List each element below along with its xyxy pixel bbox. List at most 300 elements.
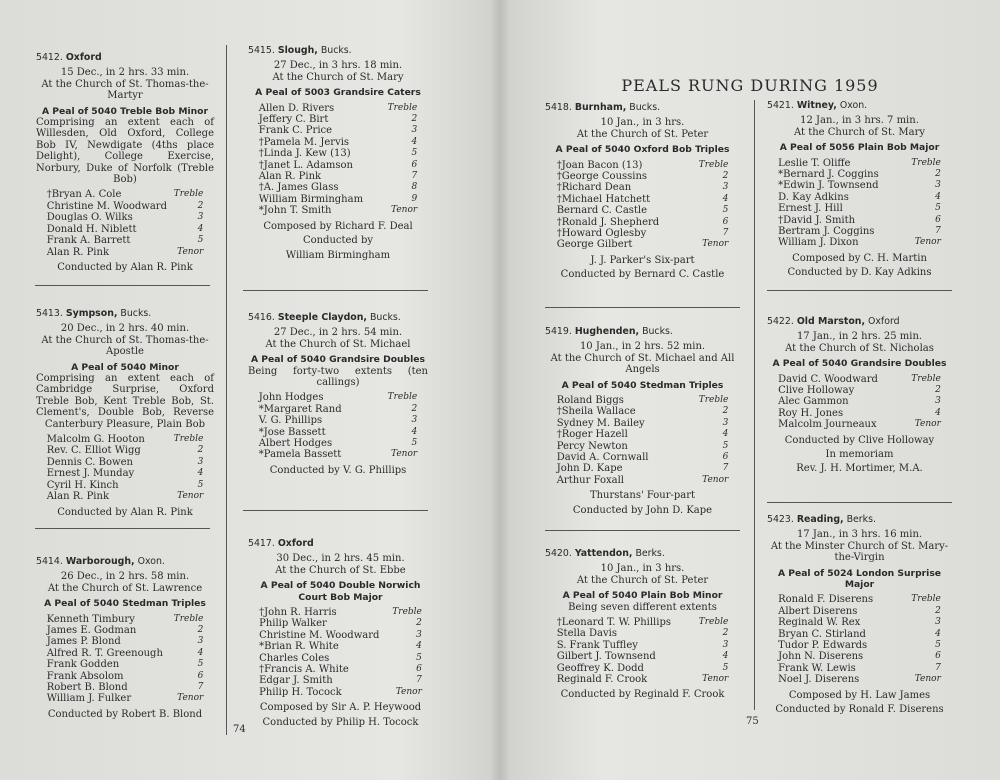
ringer-row: [557, 463, 729, 474]
ringer-row: [47, 693, 204, 704]
peal-footer-line: Thurstans' Four-part: [589, 490, 696, 502]
peal-number: 5420.: [545, 548, 572, 559]
peal-footer-line: J. J. Parker's Six-part: [590, 254, 695, 266]
ringer-name: Frank Absolom: [46, 670, 124, 682]
peal-county: Berks.: [635, 548, 665, 559]
peal-footer-line: Conducted by Bernard C. Castle: [560, 269, 725, 281]
ringer-row: [259, 148, 417, 159]
peal-church: At the Church of St. Thomas-the-Apostle: [41, 334, 209, 358]
ringer-row: [778, 158, 941, 169]
ringer-row: [47, 682, 204, 693]
ringer-name: James P. Blond: [46, 636, 121, 648]
ringer-bell: 2: [197, 200, 204, 211]
ringer-name: Bryan C. Stirland: [778, 628, 866, 640]
ringer-name: Philip Walker: [259, 618, 327, 630]
ringer-name: †Richard Dean: [556, 182, 632, 194]
peal-place: Steeple Claydon,: [277, 312, 367, 323]
ringer-bell: 5: [197, 659, 204, 670]
peal-number: 5415.: [248, 45, 275, 56]
ringer-bell: 5: [722, 662, 729, 673]
ringer-row: [47, 247, 204, 258]
ringer-row: [778, 419, 941, 430]
peal-place: Hughenden,: [574, 326, 640, 337]
ringer-row: [259, 137, 417, 148]
peal-footer-line: William Birmingham: [285, 249, 391, 261]
peal-number: 5412.: [36, 52, 63, 63]
ringer-row: [778, 663, 941, 674]
ringer-bell: Treble: [911, 373, 941, 384]
ringer-row: [259, 194, 417, 205]
peal-county: Bucks.: [320, 45, 352, 56]
ringer-name: †George Coussins: [556, 171, 648, 183]
ringer-row: [47, 457, 204, 468]
ringer-row: [778, 169, 941, 180]
ringer-name: Clive Holloway: [778, 385, 855, 397]
peal-heading: [36, 52, 214, 63]
peal-number: 5414.: [36, 556, 63, 567]
ringer-bell: 6: [935, 214, 941, 225]
ringer-row: [259, 392, 417, 403]
peal-date: 15 Dec., in 2 hrs. 33 min.: [60, 67, 190, 79]
ringer-row: [557, 239, 729, 250]
ringer-bell: 3: [411, 125, 418, 136]
ringer-bell: Tenor: [914, 237, 941, 248]
peal-date: 26 Dec., in 2 hrs. 58 min.: [60, 571, 190, 583]
column-rule-left: [226, 45, 227, 735]
ringer-list: [557, 160, 729, 251]
ringer-name: *John T. Smith: [258, 205, 332, 217]
ringer-bell: Tenor: [391, 449, 418, 460]
ringer-name: Ronald F. Diserens: [778, 594, 874, 606]
ringer-name: †A. James Glass: [258, 182, 339, 194]
peal-title: A Peal of 5040 Oxford Bob Triples: [555, 144, 730, 156]
peal-title: A Peal of 5040 Plain Bob Minor: [562, 590, 723, 602]
ringer-name: †John R. Harris: [259, 607, 337, 619]
peal-heading: [545, 102, 740, 113]
ringer-row: [47, 625, 204, 636]
ringer-bell: 5: [935, 203, 941, 214]
ringer-name: Sydney M. Bailey: [556, 417, 645, 429]
page-number-left: 74: [233, 724, 246, 735]
ringer-bell: 7: [416, 675, 422, 686]
ringer-name: †Linda J. Kew (13): [258, 148, 351, 160]
ringer-bell: 4: [411, 426, 418, 437]
peal-footer-line: Composed by H. Law James: [788, 689, 931, 701]
peal-description: Comprising an extent each of Cambridge Surprise, Oxford Treble Bob, Kent Treble Bob, St. Clement's, Double Bob, Reverse Canterbury Pleasure, Plain Bob: [36, 373, 214, 430]
peal-number: 5417.: [248, 538, 275, 549]
ringer-bell: Treble: [387, 102, 418, 113]
peal-footer-line: Conducted by Philip H. Tocock: [262, 716, 419, 728]
ringer-name: David C. Woodward: [778, 373, 878, 385]
ringer-bell: 5: [411, 438, 418, 449]
ringer-row: [557, 640, 729, 651]
peal-church: At the Church of St. Ebbe: [275, 564, 406, 576]
peal-title: A Peal of 5040 Stedman Triples: [44, 598, 206, 610]
ringer-bell: Tenor: [702, 239, 729, 250]
peal-date: 27 Dec., in 3 hrs. 18 min.: [273, 60, 403, 72]
ringer-name: Edgar J. Smith: [259, 675, 333, 687]
ringer-bell: 5: [416, 652, 422, 663]
ringer-bell: 2: [722, 171, 729, 182]
peal-county: Berks.: [846, 514, 876, 525]
ringer-name: Arthur Foxall: [556, 474, 624, 486]
ringer-name: *Edwin J. Townsend: [778, 180, 879, 192]
peal-heading: [545, 326, 740, 337]
ringer-bell: 4: [722, 429, 729, 440]
ringer-row: [259, 114, 417, 125]
ringer-name: Noel J. Diserens: [778, 674, 860, 686]
ringer-row: [557, 171, 729, 182]
ringer-name: Ernest J. Hill: [778, 203, 843, 215]
ringer-row: [47, 648, 204, 659]
peal-place: Warborough,: [65, 556, 135, 567]
ringer-row: [557, 194, 729, 205]
peal-entry: [248, 45, 428, 261]
ringer-list: [259, 392, 417, 460]
ringer-name: Ernest J. Munday: [46, 468, 135, 480]
ringer-name: Albert Diserens: [778, 605, 858, 617]
ringer-row: [778, 203, 941, 214]
ringer-bell: 6: [935, 651, 941, 662]
peal-number: 5422.: [767, 316, 794, 327]
ringer-name: Charles Coles: [259, 652, 330, 664]
ringer-bell: Treble: [387, 392, 418, 403]
peal-title: A Peal of 5056 Plain Bob Major: [779, 142, 940, 154]
ringer-bell: 7: [722, 228, 729, 239]
peal-church: At the Church of St. Mary: [793, 126, 926, 138]
ringer-list: [259, 607, 422, 698]
ringer-name: D. Kay Adkins: [778, 191, 849, 203]
ringer-name: Malcolm Journeaux: [778, 419, 877, 431]
ringer-row: [778, 640, 941, 651]
ringer-row: [557, 228, 729, 239]
peal-title: A Peal of 5040 Double Norwich Court Bob Major: [260, 580, 421, 603]
ringer-row: [47, 434, 204, 445]
ringer-row: [259, 630, 422, 641]
ringer-bell: Tenor: [391, 205, 418, 216]
ringer-row: [47, 224, 204, 235]
ringer-bell: Tenor: [914, 674, 941, 685]
peal-county: Bucks.: [642, 326, 673, 337]
separator: [767, 502, 952, 503]
ringer-row: [259, 438, 417, 449]
peal-place: Oxford: [65, 52, 102, 63]
ringer-row: [778, 674, 941, 685]
ringer-name: †Sheila Wallace: [556, 406, 636, 418]
ringer-name: Jeffery C. Birt: [258, 114, 329, 126]
peal-county: Oxon.: [137, 556, 165, 567]
peal-church: At the Church of St. Lawrence: [47, 582, 203, 594]
ringer-bell: Treble: [392, 607, 422, 618]
peal-description: Being forty-two extents (ten callings): [248, 365, 428, 389]
ringer-bell: 6: [722, 216, 729, 227]
peal-place: Yattendon,: [574, 548, 633, 559]
peal-place: Burnham,: [574, 102, 627, 113]
ringer-bell: 2: [935, 605, 941, 616]
peal-date: 20 Dec., in 2 hrs. 40 min.: [60, 323, 190, 335]
ringer-list: [47, 434, 204, 502]
ringer-row: [47, 468, 204, 479]
ringer-bell: 3: [722, 639, 729, 650]
ringer-bell: 4: [935, 407, 941, 418]
ringer-row: [778, 396, 941, 407]
peal-heading: [767, 316, 952, 327]
peal-title: A Peal of 5024 London Surprise Major: [777, 567, 942, 591]
peal-footer-line: Conducted by Alan R. Pink: [57, 261, 193, 273]
ringer-name: Geoffrey K. Dodd: [556, 662, 644, 674]
peal-church: At the Church of St. Nicholas: [785, 342, 934, 354]
ringer-row: [47, 212, 204, 223]
ringer-bell: 4: [722, 193, 729, 204]
peal-entry: [36, 52, 214, 273]
peal-date: 10 Jan., in 3 hrs.: [600, 563, 685, 575]
ringer-bell: 6: [197, 670, 204, 681]
separator: [767, 290, 952, 291]
peal-entry: [545, 102, 740, 281]
ringer-row: [47, 671, 204, 682]
peal-place: Reading,: [796, 514, 844, 525]
ringer-name: Frank C. Price: [258, 125, 333, 137]
ringer-bell: Treble: [911, 157, 941, 168]
separator: [35, 285, 210, 286]
ringer-bell: Treble: [698, 395, 729, 406]
peal-county: Oxon.: [839, 100, 868, 111]
ringer-row: [259, 125, 417, 136]
ringer-row: [557, 395, 729, 406]
peal-entry: [248, 538, 433, 728]
ringer-bell: Tenor: [177, 491, 204, 502]
ringer-row: [47, 480, 204, 491]
ringer-bell: Treble: [698, 159, 729, 170]
peal-footer-line: Conducted by Robert B. Blond: [47, 708, 203, 720]
ringer-bell: 3: [416, 629, 422, 640]
ringer-bell: 5: [197, 235, 204, 246]
ringer-name: †Pamela M. Jervis: [258, 136, 350, 148]
ringer-name: Malcolm G. Hooton: [46, 434, 145, 446]
peal-heading: [248, 45, 428, 56]
ringer-row: [259, 675, 422, 686]
peal-entry: [36, 556, 214, 720]
ringer-row: [778, 629, 941, 640]
peal-entry: [248, 312, 428, 476]
ringer-name: William J. Dixon: [778, 237, 859, 249]
ringer-row: [778, 215, 941, 226]
ringer-row: [557, 663, 729, 674]
ringer-bell: 3: [197, 456, 204, 467]
ringer-bell: 5: [722, 440, 729, 451]
ringer-bell: Tenor: [914, 419, 941, 430]
ringer-bell: Tenor: [702, 674, 729, 685]
ringer-bell: 2: [411, 403, 418, 414]
peal-number: 5421.: [767, 100, 794, 111]
ringer-name: Alec Gammon: [778, 396, 849, 408]
ringer-row: [259, 415, 417, 426]
ringer-bell: 9: [411, 193, 418, 204]
ringer-list: [778, 374, 941, 431]
ringer-name: *Bernard J. Coggins: [778, 169, 879, 181]
peal-footer-line: Conducted by Alan R. Pink: [57, 506, 193, 518]
ringer-name: †Francis A. White: [259, 664, 349, 676]
peal-footer-line: Conducted by Reginald F. Crook: [560, 689, 725, 701]
ringer-bell: 7: [411, 171, 418, 182]
ringer-bell: Treble: [173, 434, 204, 445]
ringer-row: [47, 659, 204, 670]
ringer-row: [259, 160, 417, 171]
ringer-list: [557, 617, 729, 685]
ringer-list: [557, 395, 729, 486]
ringer-row: [557, 429, 729, 440]
peal-footer-line: Composed by C. H. Martin: [792, 252, 927, 264]
peal-date: 17 Jan., in 3 hrs. 16 min.: [796, 529, 923, 541]
peal-date: 17 Jan., in 2 hrs. 25 min.: [796, 331, 923, 343]
ringer-bell: 4: [197, 223, 204, 234]
ringer-name: Allen D. Rivers: [258, 102, 335, 114]
ringer-bell: 7: [935, 662, 941, 673]
ringer-bell: 7: [197, 682, 204, 693]
column-rule-right: [754, 100, 755, 710]
peal-church: At the Church of St. Michael: [265, 338, 411, 350]
ringer-bell: 5: [722, 205, 729, 216]
peal-footer-line: Conducted by Ronald F. Diserens: [775, 704, 944, 716]
ringer-bell: Tenor: [395, 686, 422, 697]
ringer-name: Percy Newton: [556, 440, 628, 452]
ringer-bell: 3: [935, 180, 941, 191]
ringer-row: [557, 441, 729, 452]
ringer-bell: 2: [416, 618, 422, 629]
ringer-name: Reginald F. Crook: [556, 674, 648, 686]
ringer-bell: 4: [411, 136, 418, 147]
ringer-list: [778, 158, 941, 249]
ringer-bell: 6: [411, 159, 418, 170]
peal-church: At the Church of St. Peter: [576, 128, 709, 140]
ringer-row: [778, 226, 941, 237]
ringer-name: *Jose Bassett: [258, 426, 326, 438]
ringer-row: [557, 418, 729, 429]
ringer-row: [259, 404, 417, 415]
ringer-row: [557, 452, 729, 463]
ringer-bell: Treble: [911, 594, 941, 605]
ringer-row: [778, 192, 941, 203]
peal-entry: [545, 326, 740, 516]
ringer-bell: 2: [935, 169, 941, 180]
ringer-row: [47, 491, 204, 502]
ringer-row: [557, 651, 729, 662]
peal-title: A Peal of 5040 Minor: [71, 361, 179, 373]
ringer-name: Christine M. Woodward: [46, 200, 167, 212]
ringer-row: [778, 651, 941, 662]
peal-county: Bucks.: [120, 308, 152, 319]
ringer-name: *Brian R. White: [259, 641, 339, 653]
ringer-name: †David J. Smith: [778, 214, 856, 226]
peal-number: 5423.: [767, 514, 794, 525]
ringer-row: [259, 618, 422, 629]
ringer-name: Bertram J. Coggins: [778, 226, 875, 238]
peal-place: Sympson,: [65, 308, 118, 319]
ringer-name: Stella Davis: [556, 628, 617, 640]
ringer-row: [259, 641, 422, 652]
ringer-bell: Tenor: [177, 693, 204, 704]
peal-footer-line: In memoriam: [825, 449, 894, 461]
peal-entry: [767, 514, 952, 716]
ringer-name: Rev. C. Elliot Wigg: [46, 445, 141, 457]
ringer-name: Philip H. Tocock: [259, 686, 342, 698]
peal-county: Oxford: [868, 316, 900, 327]
peal-date: 10 Jan., in 2 hrs. 52 min.: [579, 341, 706, 353]
ringer-name: Gilbert J. Townsend: [556, 651, 656, 663]
ringer-row: [259, 664, 422, 675]
peal-entry: [767, 100, 952, 279]
peal-description: Being seven different extents: [568, 601, 717, 613]
ringer-name: *Pamela Bassett: [258, 449, 342, 461]
ringer-name: Leslie T. Oliffe: [778, 157, 851, 169]
ringer-row: [778, 408, 941, 419]
peal-place: Oxford: [277, 538, 314, 549]
ringer-name: William Birmingham: [258, 193, 364, 205]
ringer-list: [47, 614, 204, 705]
ringer-name: †Bryan A. Cole: [46, 189, 122, 201]
peal-heading: [36, 308, 214, 319]
ringer-row: [778, 606, 941, 617]
ringer-bell: 3: [411, 415, 418, 426]
ringer-name: Frank A. Barrett: [46, 235, 131, 247]
ringer-row: [47, 636, 204, 647]
ringer-name: V. G. Phillips: [258, 415, 323, 427]
ringer-name: John Hodges: [258, 392, 324, 404]
ringer-name: Tudor P. Edwards: [778, 640, 868, 652]
ringer-bell: 4: [197, 647, 204, 658]
peal-county: Bucks.: [629, 102, 661, 113]
ringer-bell: Tenor: [702, 474, 729, 485]
ringer-bell: 4: [935, 191, 941, 202]
peal-heading: [767, 100, 952, 111]
peal-heading: [545, 548, 740, 559]
peal-church: At the Minster Church of St. Mary-the-Virgin: [770, 540, 949, 564]
peal-footer-line: Composed by Richard F. Deal: [263, 220, 413, 232]
peal-number: 5419.: [545, 326, 572, 337]
ringer-bell: 7: [722, 463, 729, 474]
ringer-bell: 5: [197, 479, 204, 490]
ringer-name: Alfred R. T. Greenough: [46, 647, 163, 659]
ringer-bell: 2: [197, 445, 204, 456]
ringer-row: [557, 674, 729, 685]
peal-entry: [545, 548, 740, 701]
ringer-row: [259, 449, 417, 460]
ringer-name: †Roger Hazell: [556, 429, 628, 441]
peal-church: At the Church of St. Peter: [576, 574, 709, 586]
ringer-bell: Tenor: [177, 246, 204, 257]
peal-church: At the Church of St. Thomas-the-Martyr: [41, 78, 209, 102]
ringer-bell: 3: [935, 396, 941, 407]
ringer-name: Bernard C. Castle: [556, 205, 648, 217]
ringer-bell: Treble: [173, 613, 204, 624]
ringer-bell: Treble: [698, 617, 729, 628]
peal-footer-line: Rev. J. H. Mortimer, M.A.: [796, 463, 923, 475]
peal-entry: [36, 308, 214, 518]
ringer-bell: 2: [722, 406, 729, 417]
ringer-row: [557, 205, 729, 216]
ringer-row: [778, 617, 941, 628]
ringer-row: [259, 182, 417, 193]
ringer-row: [778, 180, 941, 191]
ringer-row: [47, 189, 204, 200]
ringer-row: [557, 617, 729, 628]
ringer-bell: 2: [411, 114, 418, 125]
peal-place: Witney,: [796, 100, 837, 111]
ringer-row: [557, 182, 729, 193]
ringer-name: Robert B. Blond: [46, 682, 128, 694]
ringer-name: *Margaret Rand: [258, 403, 342, 415]
ringer-name: Kenneth Timbury: [46, 613, 135, 625]
